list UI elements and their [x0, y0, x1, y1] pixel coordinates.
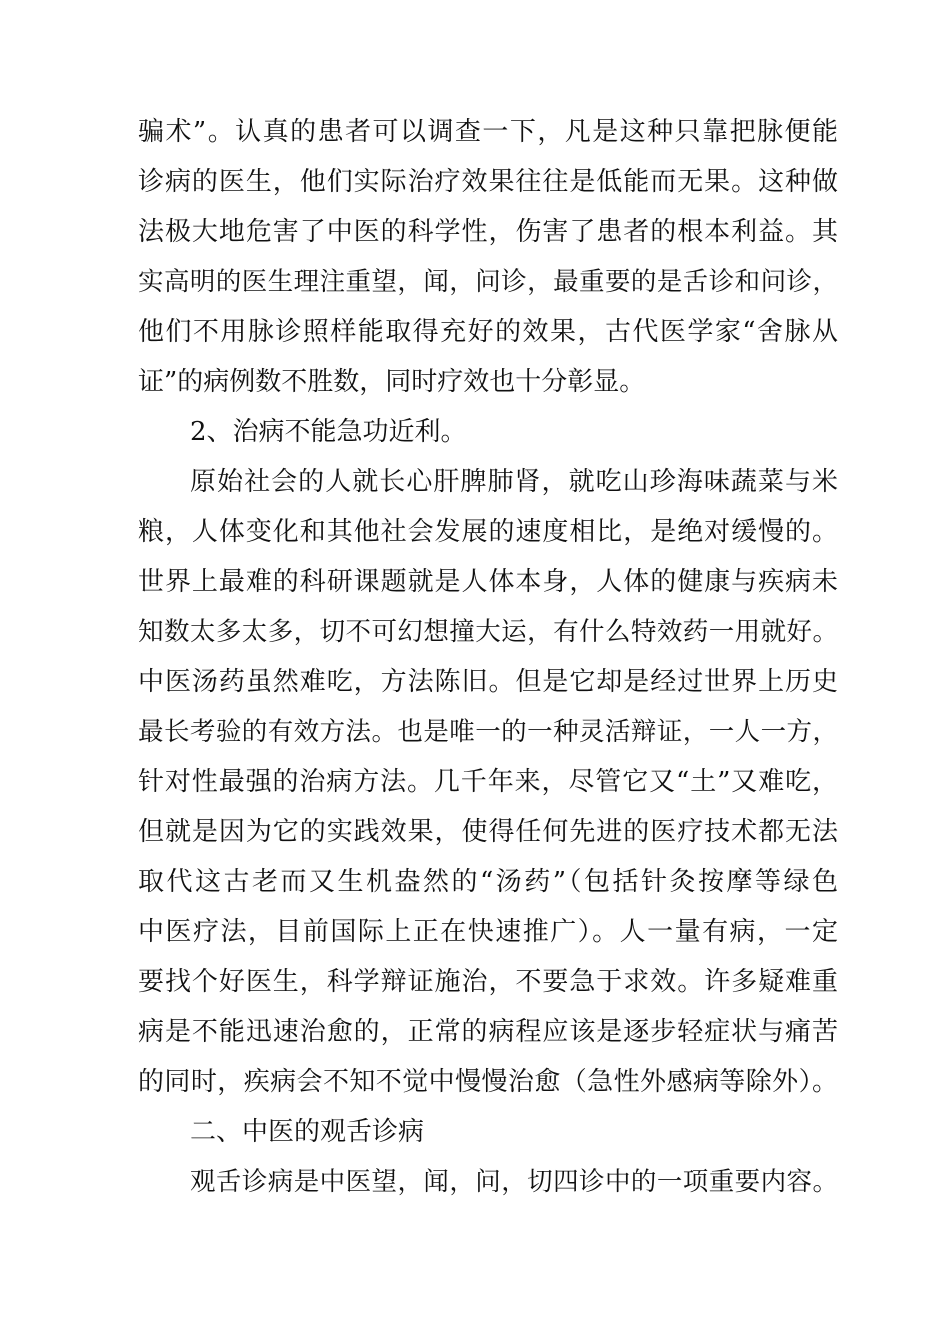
text-line: 中医汤药虽然难吃，方法陈旧。但是它却是经过世界上历史 [138, 667, 838, 697]
text-line: 证”的病例数不胜数，同时疗效也十分彰显。 [138, 367, 646, 397]
text-line: 实高明的医生理注重望，闻，问诊，最重要的是舌诊和问诊， [138, 267, 838, 297]
text-line: 骗术”。认真的患者可以调查一下，凡是这种只靠把脉便能 [138, 117, 838, 147]
text-line: 世界上最难的科研课题就是人体本身，人体的健康与疾病未 [138, 567, 838, 597]
text-line: 观舌诊病是中医望，闻，问，切四诊中的一项重要内容。 [190, 1167, 838, 1197]
text-line: 要找个好医生，科学辩证施治，不要急于求效。许多疑难重 [138, 967, 838, 997]
section-heading: 2、治病不能急功近利。 [190, 417, 467, 447]
text-line: 他们不用脉诊照样能取得充好的效果，古代医学家“舍脉从 [138, 317, 838, 347]
text-line: 病是不能迅速治愈的，正常的病程应该是逐步轻症状与痛苦 [138, 1017, 838, 1047]
text-line: 取代这古老而又生机盎然的“汤药”（包括针灸按摩等绿色 [138, 867, 838, 897]
text-line: 诊病的医生，他们实际治疗效果往往是低能而无果。这种做 [138, 167, 838, 197]
text-line: 的同时，疾病会不知不觉中慢慢治愈（急性外感病等除外）。 [138, 1067, 838, 1097]
text-line: 中医疗法，目前国际上正在快速推广）。人一量有病，一定 [138, 917, 838, 947]
text-line: 知数太多太多，切不可幻想撞大运，有什么特效药一用就好。 [138, 617, 838, 647]
text-line: 粮，人体变化和其他社会发展的速度相比，是绝对缓慢的。 [138, 517, 838, 547]
text-line: 最长考验的有效方法。也是唯一的一种灵活辩证，一人一方， [138, 717, 838, 747]
text-line: 原始社会的人就长心肝脾肺肾，就吃山珍海味蔬菜与米 [190, 467, 838, 497]
text-line: 法极大地危害了中医的科学性，伤害了患者的根本利益。其 [138, 217, 838, 247]
text-line: 但就是因为它的实践效果，使得任何先进的医疗技术都无法 [138, 817, 838, 847]
section-heading: 二、中医的观舌诊病 [190, 1117, 425, 1147]
text-line: 针对性最强的治病方法。几千年来，尽管它又“土”又难吃， [138, 767, 838, 797]
